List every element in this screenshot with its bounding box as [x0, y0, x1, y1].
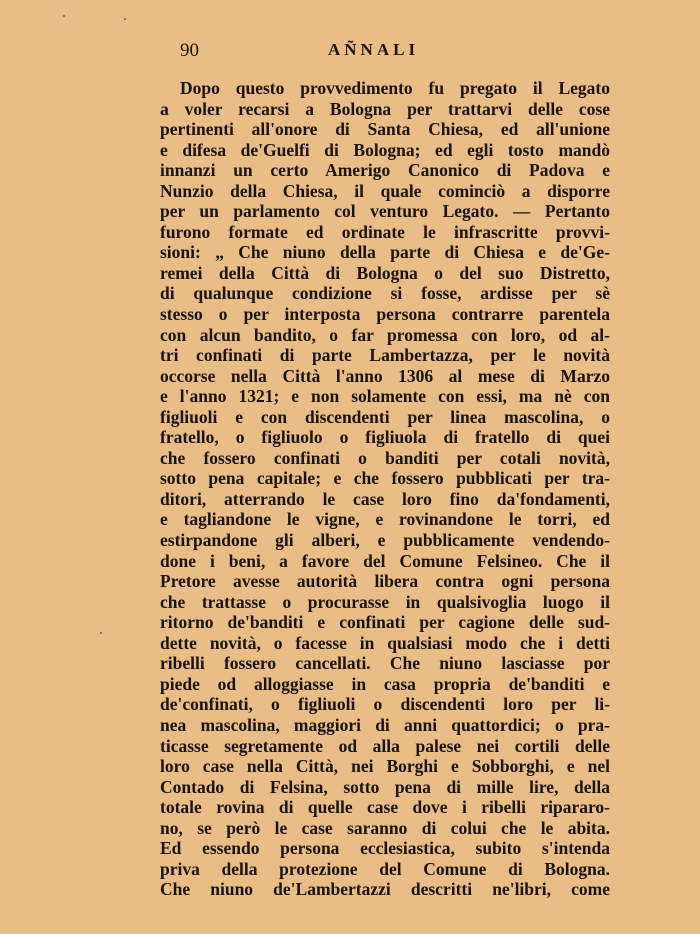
- paper-speck: [63, 15, 65, 17]
- text-line: tri confinati di parte Lambertazza, per le novità: [160, 345, 610, 366]
- text-line: priva della protezione del Comune di Bologna.: [160, 858, 610, 879]
- text-line: ritorno de'banditi e confinati per cagione delle sud-: [160, 612, 610, 633]
- text-line: per un parlamento col venturo Legato. — Pertanto: [160, 201, 610, 222]
- text-line: ticasse segretamente od alla palese nei cortili delle: [160, 735, 610, 756]
- text-line: furono formate ed ordinate le infrascritte provvi-: [160, 221, 610, 242]
- text-line: a voler recarsi a Bologna per trattarvi delle cose: [160, 98, 610, 119]
- page-header: [180, 40, 610, 66]
- text-line: loro case nella Città, nei Borghi e Sobborghi, e nel: [160, 756, 610, 777]
- text-line: e l'anno 1321; e non solamente con essi, ma nè con: [160, 386, 610, 407]
- text-line: Ed essendo persona ecclesiastica, subito s'intenda: [160, 838, 610, 859]
- running-title: AÑNALI: [328, 40, 420, 59]
- text-line: con alcun bandito, o far promessa con loro, od al-: [160, 324, 610, 345]
- text-line: de'confinati, o figliuoli o discendenti loro per li-: [160, 694, 610, 715]
- paper-speck: [100, 632, 102, 634]
- text-line: di qualunque condizione si fosse, ardisse per sè: [160, 283, 610, 304]
- text-line: figliuoli e con discendenti per linea mascolina, o: [160, 406, 610, 427]
- text-line: fratello, o figliuolo o figliuola di fratello di quei: [160, 427, 610, 448]
- text-line: remei della Città di Bologna o del suo Distretto,: [160, 262, 610, 283]
- text-line: Pretore avesse autorità libera contra ogni persona: [160, 571, 610, 592]
- text-line: pertinenti all'onore di Santa Chiesa, ed all'unione: [160, 119, 610, 140]
- text-line: che fossero confinati o banditi per cotali novità,: [160, 447, 610, 468]
- text-line: sotto pena capitale; e che fossero pubblicati per tra-: [160, 468, 610, 489]
- text-line: ditori, atterrando le case loro fino da'fondamenti,: [160, 488, 610, 509]
- text-line: innanzi un certo Amerigo Canonico di Padova e: [160, 160, 610, 181]
- text-line: e tagliandone le vigne, e rovinandone le torri, ed: [160, 509, 610, 530]
- text-line: done i beni, a favore del Comune Felsineo. Che il: [160, 550, 610, 571]
- text-line: dette novità, o facesse in qualsiasi modo che i detti: [160, 632, 610, 653]
- text-line: no, se però le case saranno di colui che le abita.: [160, 817, 610, 838]
- text-line: sioni: „ Che niuno della parte di Chiesa e de'Ge-: [160, 242, 610, 263]
- body-text: [160, 78, 610, 900]
- text-line: totale rovina di quelle case dove i ribelli ripararo-: [160, 797, 610, 818]
- text-line: Dopo questo provvedimento fu pregato il Legato: [180, 78, 610, 98]
- text-line: ribelli fossero cancellati. Che niuno lasciasse por: [160, 653, 610, 674]
- text-line: stesso o per interposta persona contrarre parentela: [160, 304, 610, 325]
- text-line: e difesa de'Guelfi di Bologna; ed egli tosto mandò: [160, 139, 610, 160]
- paper-speck: [124, 18, 126, 20]
- text-line: che trattasse o procurasse in qualsivoglia luogo il: [160, 591, 610, 612]
- text-line: Nunzio della Chiesa, il quale cominciò a disporre: [160, 180, 610, 201]
- text-line: piede od alloggiasse in casa propria de'banditi e: [160, 673, 610, 694]
- text-line: nea mascolina, maggiori di anni quattordici; o pra-: [160, 714, 610, 735]
- text-line: occorse nella Città l'anno 1306 al mese di Marzo: [160, 365, 610, 386]
- text-line: Che niuno de'Lambertazzi descritti ne'libri, come: [160, 879, 610, 900]
- page-number: 90: [180, 40, 199, 61]
- text-line: estirpandone gli alberi, e pubblicamente vendendo-: [160, 530, 610, 551]
- text-line: Contado di Felsina, sotto pena di mille lire, della: [160, 776, 610, 797]
